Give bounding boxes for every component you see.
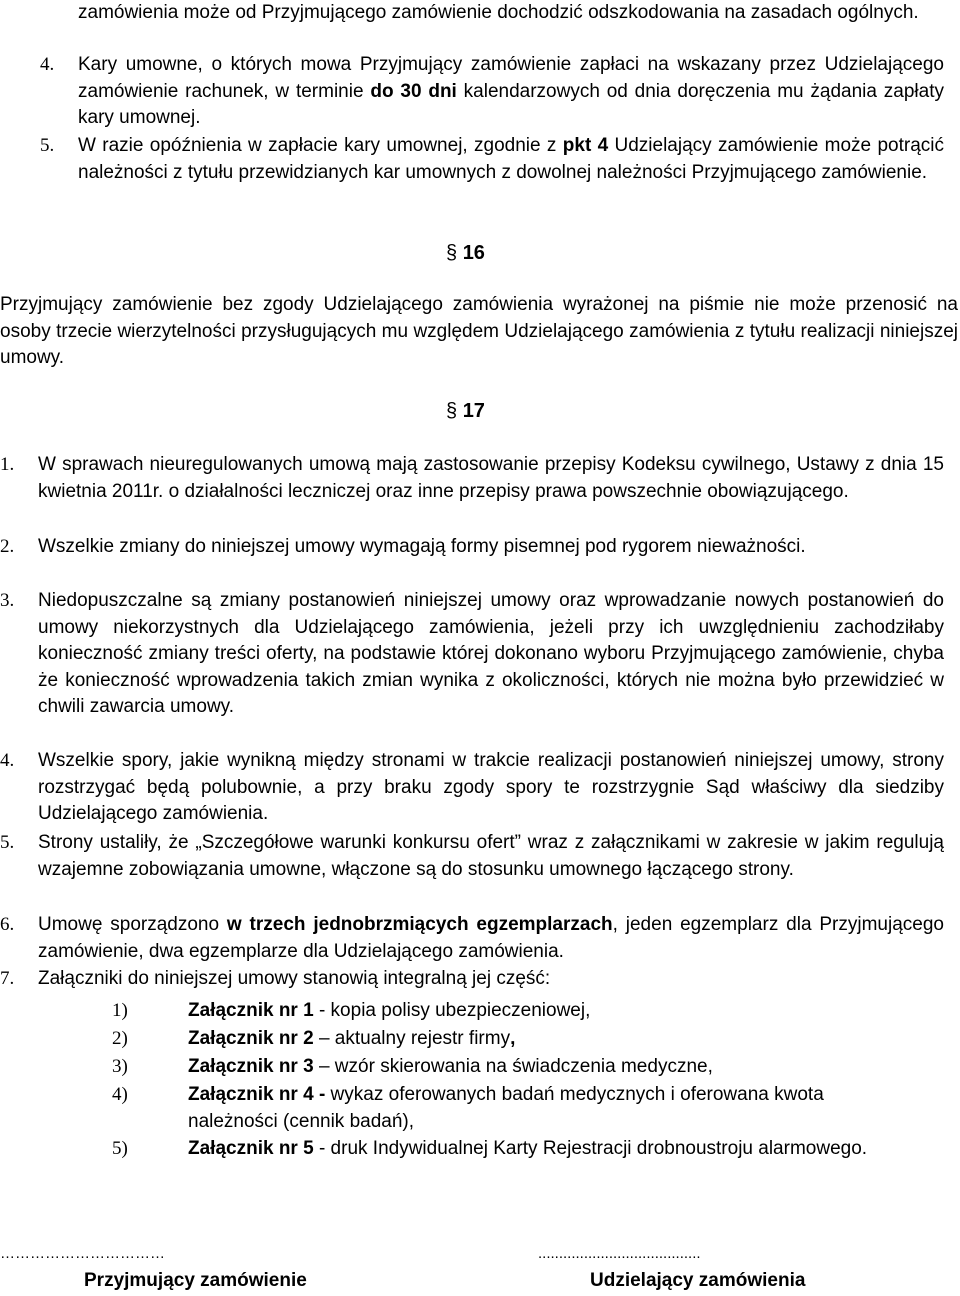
section-sign: §	[446, 242, 458, 264]
attachment-text	[188, 1082, 848, 1135]
item-number: 2.	[0, 536, 15, 557]
continuation-text: zamówienia może od Przyjmującego zamówienie dochodzić odszkodowania na zasadach ogólnych.	[78, 2, 919, 23]
item-number: 7.	[0, 968, 15, 989]
item-text: W sprawach nieuregulowanych umową mają zastosowanie przepisy Kodeksu cywilnego, Ustawy z dnia 15 kwietnia 2011r. o działalności leczniczej oraz inne przepisy prawa powszechnie obowiązującego.	[38, 454, 944, 502]
item-number: 5.	[40, 135, 55, 156]
item-text	[38, 912, 944, 965]
paragraph-text: Przyjmujący zamówienie bez zgody Udzielającego zamówienia wyrażonej na piśmie nie może przenosić na osoby trzecie wierzytelności przysługujących mu względem Udzielającego zamówienia z tytułu realizacji niniejszej umowy.	[0, 294, 958, 368]
attachment-number: 3)	[112, 1056, 128, 1077]
section-number: 16	[462, 242, 485, 264]
signature-label-right	[590, 1268, 805, 1295]
item-text: Załączniki do niniejszej umowy stanowią integralną jej część:	[38, 968, 551, 989]
bold-part: w trzech jednobrzmiących egzemplarzach	[226, 914, 613, 935]
attachment-text	[188, 1026, 888, 1053]
item-number: 4.	[40, 54, 55, 75]
attachment-description: wykaz oferowanych badań medycznych i oferowana kwota należności (cennik badań),	[188, 1084, 824, 1132]
section-number: 17	[462, 400, 485, 422]
attachment-title: Załącznik nr 5	[188, 1138, 314, 1159]
attachment-description: – aktualny rejestr firmy	[313, 1028, 511, 1049]
attachment-description: – wzór skierowania na świadczenia medyczne,	[313, 1056, 713, 1077]
attachment-description: - druk Indywidualnej Karty Rejestracji drobnoustroju alarmowego.	[313, 1138, 868, 1159]
item-text	[78, 52, 944, 132]
text-part: kalendarzowych od dnia doręczenia mu żądania zapłaty kary umownej.	[78, 80, 944, 128]
item-number: 3.	[0, 590, 15, 611]
signature-label-text: Przyjmujący zamówienie	[84, 1270, 307, 1291]
attachment-text	[188, 1136, 888, 1163]
item-text: Niedopuszczalne są zmiany postanowień niniejszej umowy oraz wprowadzanie nowych postanowień do umowy niekorzystnych dla Udzielającego zamówienia, jeżeli przy ich uwzględnieniu zachodziłaby konieczność zmiany treści oferty, na podstawie której dokonano wyboru Przyjmującego zamówienie, chyba że konieczność wprowadzenia takich zmian wynika z okoliczności, których nie można było przewidzieć w chwili zawarcia umowy.	[38, 590, 944, 717]
item-text: Strony ustaliły, że „Szczegółowe warunki konkursu ofert” wraz z załącznikami w zakresie w jakim regulują wzajemne zobowiązania umowne, włączone są do stosunku umownego łączącego strony.	[38, 832, 944, 880]
text-part: Udzielający zamówienie może potrącić należności z tytułu przewidzianych kar umownych z dowolnej należności Przyjmującego zamówienie.	[78, 135, 944, 183]
signature-label-text: Udzielający zamówienia	[590, 1270, 806, 1291]
bold-part: pkt 4	[562, 135, 609, 156]
signature-label-left	[84, 1268, 307, 1295]
text-part: W razie opóźnienia w zapłacie kary umownej, zgodnie z	[78, 135, 563, 156]
section-heading-17	[446, 398, 485, 425]
attachment-number: 5)	[112, 1138, 128, 1159]
attachment-title: Załącznik nr 2	[188, 1028, 314, 1049]
attachment-text	[188, 1054, 888, 1081]
item-number: 5.	[0, 832, 15, 853]
text-part: , jeden egzemplarz dla Przyjmującego zamówienie, dwa egzemplarze dla Udzielającego zamówienia.	[38, 914, 944, 962]
attachment-title: Załącznik nr 1	[188, 1000, 314, 1021]
bold-part: do 30 dni	[370, 80, 457, 102]
attachment-tail: ,	[510, 1028, 516, 1049]
item-number: 4.	[0, 750, 15, 771]
text-part: Umowę sporządzono	[38, 914, 227, 935]
signature-line-left: ……………………………	[0, 1245, 165, 1262]
attachment-number: 2)	[112, 1028, 128, 1049]
attachment-title: Załącznik nr 3	[188, 1056, 314, 1077]
section-16-paragraph	[0, 292, 958, 372]
item-text: Wszelkie spory, jakie wynikną między stronami w trakcie realizacji postanowień niniejszej umowy, strony rozstrzygać będą polubownie, a przy braku zgody spory te rozstrzygnie Sąd właściwy dla siedziby Udzielającego zamówienia.	[38, 750, 944, 824]
section-sign: §	[446, 400, 458, 422]
attachment-number: 1)	[112, 1000, 128, 1021]
attachment-text	[188, 998, 888, 1025]
text-part: Kary umowne, o których mowa Przyjmujący zamówienie zapłaci na wskazany przez Udzielającego zamówienie rachunek, w terminie	[78, 54, 944, 102]
item-number: 1.	[0, 454, 15, 475]
attachment-title: Załącznik nr 4 -	[188, 1084, 326, 1105]
item-text: Wszelkie zmiany do niniejszej umowy wymagają formy pisemnej pod rygorem nieważności.	[38, 536, 806, 557]
section-heading-16	[446, 240, 485, 267]
signature-line-right: .......................................	[538, 1245, 701, 1262]
attachment-number: 4)	[112, 1084, 128, 1105]
item-number: 6.	[0, 914, 15, 935]
continuation-paragraph	[78, 0, 944, 27]
attachment-description: - kopia polisy ubezpieczeniowej,	[313, 1000, 591, 1021]
item-text	[78, 133, 944, 186]
